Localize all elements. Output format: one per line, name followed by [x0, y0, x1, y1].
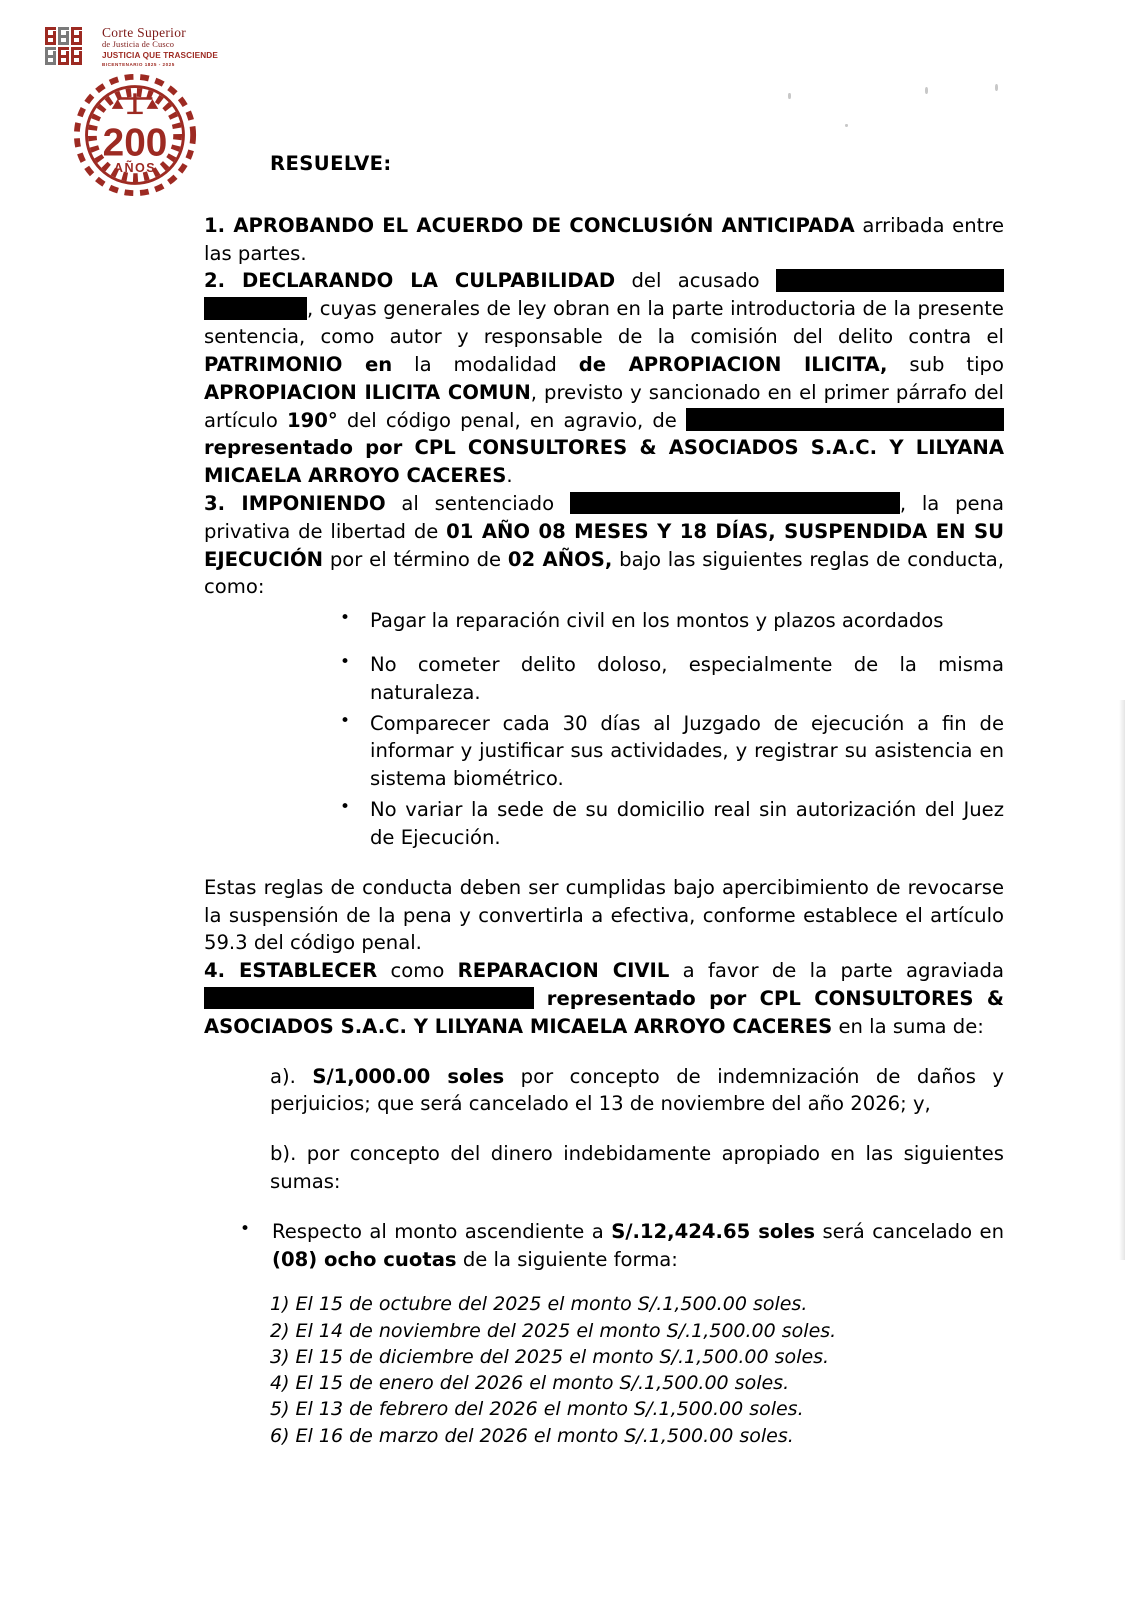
- sub-a-lead: a).: [270, 1064, 313, 1088]
- item3-t1: al sentenciado: [385, 491, 570, 515]
- rule-text: No cometer delito doloso, especialmente de la misma naturaleza.: [370, 653, 1004, 704]
- seal-word: AÑOS: [113, 160, 157, 175]
- installments-list: [204, 1291, 1004, 1448]
- item2-b4: 190°: [286, 408, 338, 432]
- redaction-bar-victim: [686, 408, 1004, 431]
- item4-b1: REPARACION CIVIL: [457, 959, 670, 983]
- item4-b2: representado por CPL CONSULTORES & ASOCIADOS S.A.C. Y LILYANA MICAELA ARROYO CACERES: [204, 986, 1004, 1038]
- installment-row: 2) El 14 de noviembre del 2025 el monto S/.1,500.00 soles.: [270, 1319, 837, 1342]
- item3-t3: por el término de: [323, 547, 508, 571]
- letterhead-wordmark: [102, 24, 218, 69]
- item3-t4: bajo las siguientes reglas de conducta, como:: [204, 547, 1004, 599]
- greca-logo-icon: [44, 26, 96, 66]
- rule-text: No variar la sede de su domicilio real sin autorización del Juez de Ejecución.: [370, 798, 1004, 849]
- item3-t2: , la pena privativa de libertad de: [204, 491, 1004, 543]
- item2-lead: 2. DECLARANDO LA CULPABILIDAD: [204, 269, 616, 293]
- seal-number: 200: [102, 121, 168, 165]
- rule-text: Comparecer cada 30 días al Juzgado de ejecución a fin de informar y justificar sus actividades, y registrar su asistencia en sistema biométrico.: [370, 711, 1004, 791]
- installment-row: 4) El 15 de enero del 2026 el monto S/.1,500.00 soles.: [270, 1372, 790, 1395]
- item2-b3: APROPIACION ILICITA COMUN: [204, 380, 531, 404]
- rule-text: Pagar la reparación civil en los montos y plazos acordados: [370, 609, 944, 633]
- resolution-item-2: [204, 267, 1004, 490]
- item1-bold: 1. APROBANDO EL ACUERDO DE CONCLUSIÓN ANTICIPADA: [204, 213, 855, 237]
- item2-t6: del código penal, en agravio, de: [337, 408, 687, 432]
- monto-total: S/.12,424.65 soles: [611, 1219, 816, 1243]
- item3-b1: 01 AÑO 08 MESES Y 18 DÍAS, SUSPENDIDA EN SU EJECUCIÓN: [204, 519, 1004, 571]
- item4-t2: a favor de la parte agraviada: [669, 959, 1004, 983]
- list-item: [340, 796, 1004, 852]
- monto-t2: será cancelado en: [815, 1219, 1004, 1243]
- list-item: [340, 607, 1004, 635]
- sums-list: [204, 1218, 1004, 1274]
- item2-t5: , previsto y sancionado en el primer párrafo del artículo: [204, 380, 1004, 432]
- sub-a-rest: por concepto de indemnización de daños y perjuicios; que será cancelado el 13 de noviembre del año 2026; y,: [270, 1064, 1004, 1116]
- redaction-bar-accused-2: [204, 297, 307, 320]
- list-item: [240, 1218, 1004, 1274]
- item2-b2: de APROPIACION ILICITA,: [578, 352, 888, 376]
- monto-cuotas: (08) ocho cuotas: [272, 1247, 457, 1271]
- item1-rest: arribada entre las partes.: [204, 213, 1004, 265]
- redaction-bar-aggrieved: [204, 987, 534, 1010]
- item2-b5: representado por CPL CONSULTORES & ASOCIADOS S.A.C. Y LILYANA MICAELA ARROYO CACERES: [204, 436, 1004, 488]
- monto-t3: de la siguiente forma:: [456, 1247, 678, 1271]
- resolution-item-4: [204, 957, 1004, 1040]
- list-item: [340, 651, 1004, 707]
- monto-t1: Respecto al monto ascendiente a: [272, 1219, 612, 1243]
- sub-item-a: [204, 1063, 1004, 1119]
- page-title: RESUELVE:: [270, 152, 392, 175]
- installment-row: 6) El 16 de marzo del 2026 el monto S/.1,500.00 soles.: [270, 1424, 794, 1447]
- item2-b1: PATRIMONIO en: [204, 352, 393, 376]
- item4-t1: como: [377, 959, 458, 983]
- conduct-rules-list: [204, 607, 1004, 852]
- installment-row: 5) El 13 de febrero del 2026 el monto S/.1,500.00 soles.: [270, 1398, 804, 1421]
- item2-t3: la modalidad: [392, 352, 579, 376]
- bicentennial-seal-icon: [72, 72, 198, 198]
- item2-t2: , cuyas generales de ley obran en la parte introductoria de la presente sentencia, como autor y responsable de la comisión del delito contra el: [204, 297, 1004, 349]
- scan-speck: [788, 93, 791, 99]
- item2-t7: .: [506, 464, 513, 488]
- letterhead-line-4: BICENTENARIO 1825 - 2025: [102, 62, 175, 68]
- scan-speck: [845, 124, 848, 127]
- item3-b2: 02 AÑOS,: [507, 547, 613, 571]
- installment-row: 1) El 15 de octubre del 2025 el monto S/.1,500.00 soles.: [270, 1293, 808, 1316]
- item2-t1: del acusado: [615, 269, 776, 293]
- scan-speck: [995, 84, 998, 91]
- resolution-item-3: [204, 490, 1004, 601]
- scan-speck: [925, 87, 928, 94]
- letterhead-line-3: JUSTICIA QUE TRASCIENDE: [102, 51, 218, 60]
- letterhead-line-1: Corte Superior: [102, 25, 187, 40]
- letterhead-top: [44, 24, 254, 69]
- redaction-bar-accused-1: [776, 269, 1004, 292]
- installment-row: 3) El 15 de diciembre del 2025 el monto S/.1,500.00 soles.: [270, 1345, 830, 1368]
- item4-lead: 4. ESTABLECER: [204, 959, 378, 983]
- item2-t4: sub tipo: [887, 352, 1004, 376]
- sub-item-b: b). por concepto del dinero indebidamente apropiado en las siguientes sumas:: [270, 1142, 1004, 1193]
- page-edge-shadow: [1119, 700, 1125, 1260]
- item3-lead: 3. IMPONIENDO: [204, 491, 386, 515]
- redaction-bar-sentenced: [570, 492, 900, 515]
- document-body: [204, 150, 1004, 1449]
- resolution-item-1: [204, 212, 1004, 268]
- sub-a-amount: S/1,000.00 soles: [312, 1064, 505, 1088]
- item4-t3: en la suma de:: [832, 1014, 984, 1038]
- list-item: [340, 710, 1004, 793]
- apercibimiento-paragraph: Estas reglas de conducta deben ser cumplidas bajo apercibimiento de revocarse la suspensión de la pena y convertirla a efectiva, conforme establece el artículo 59.3 del código penal.: [204, 875, 1004, 955]
- letterhead-line-2: de Justicia de Cusco: [102, 39, 175, 49]
